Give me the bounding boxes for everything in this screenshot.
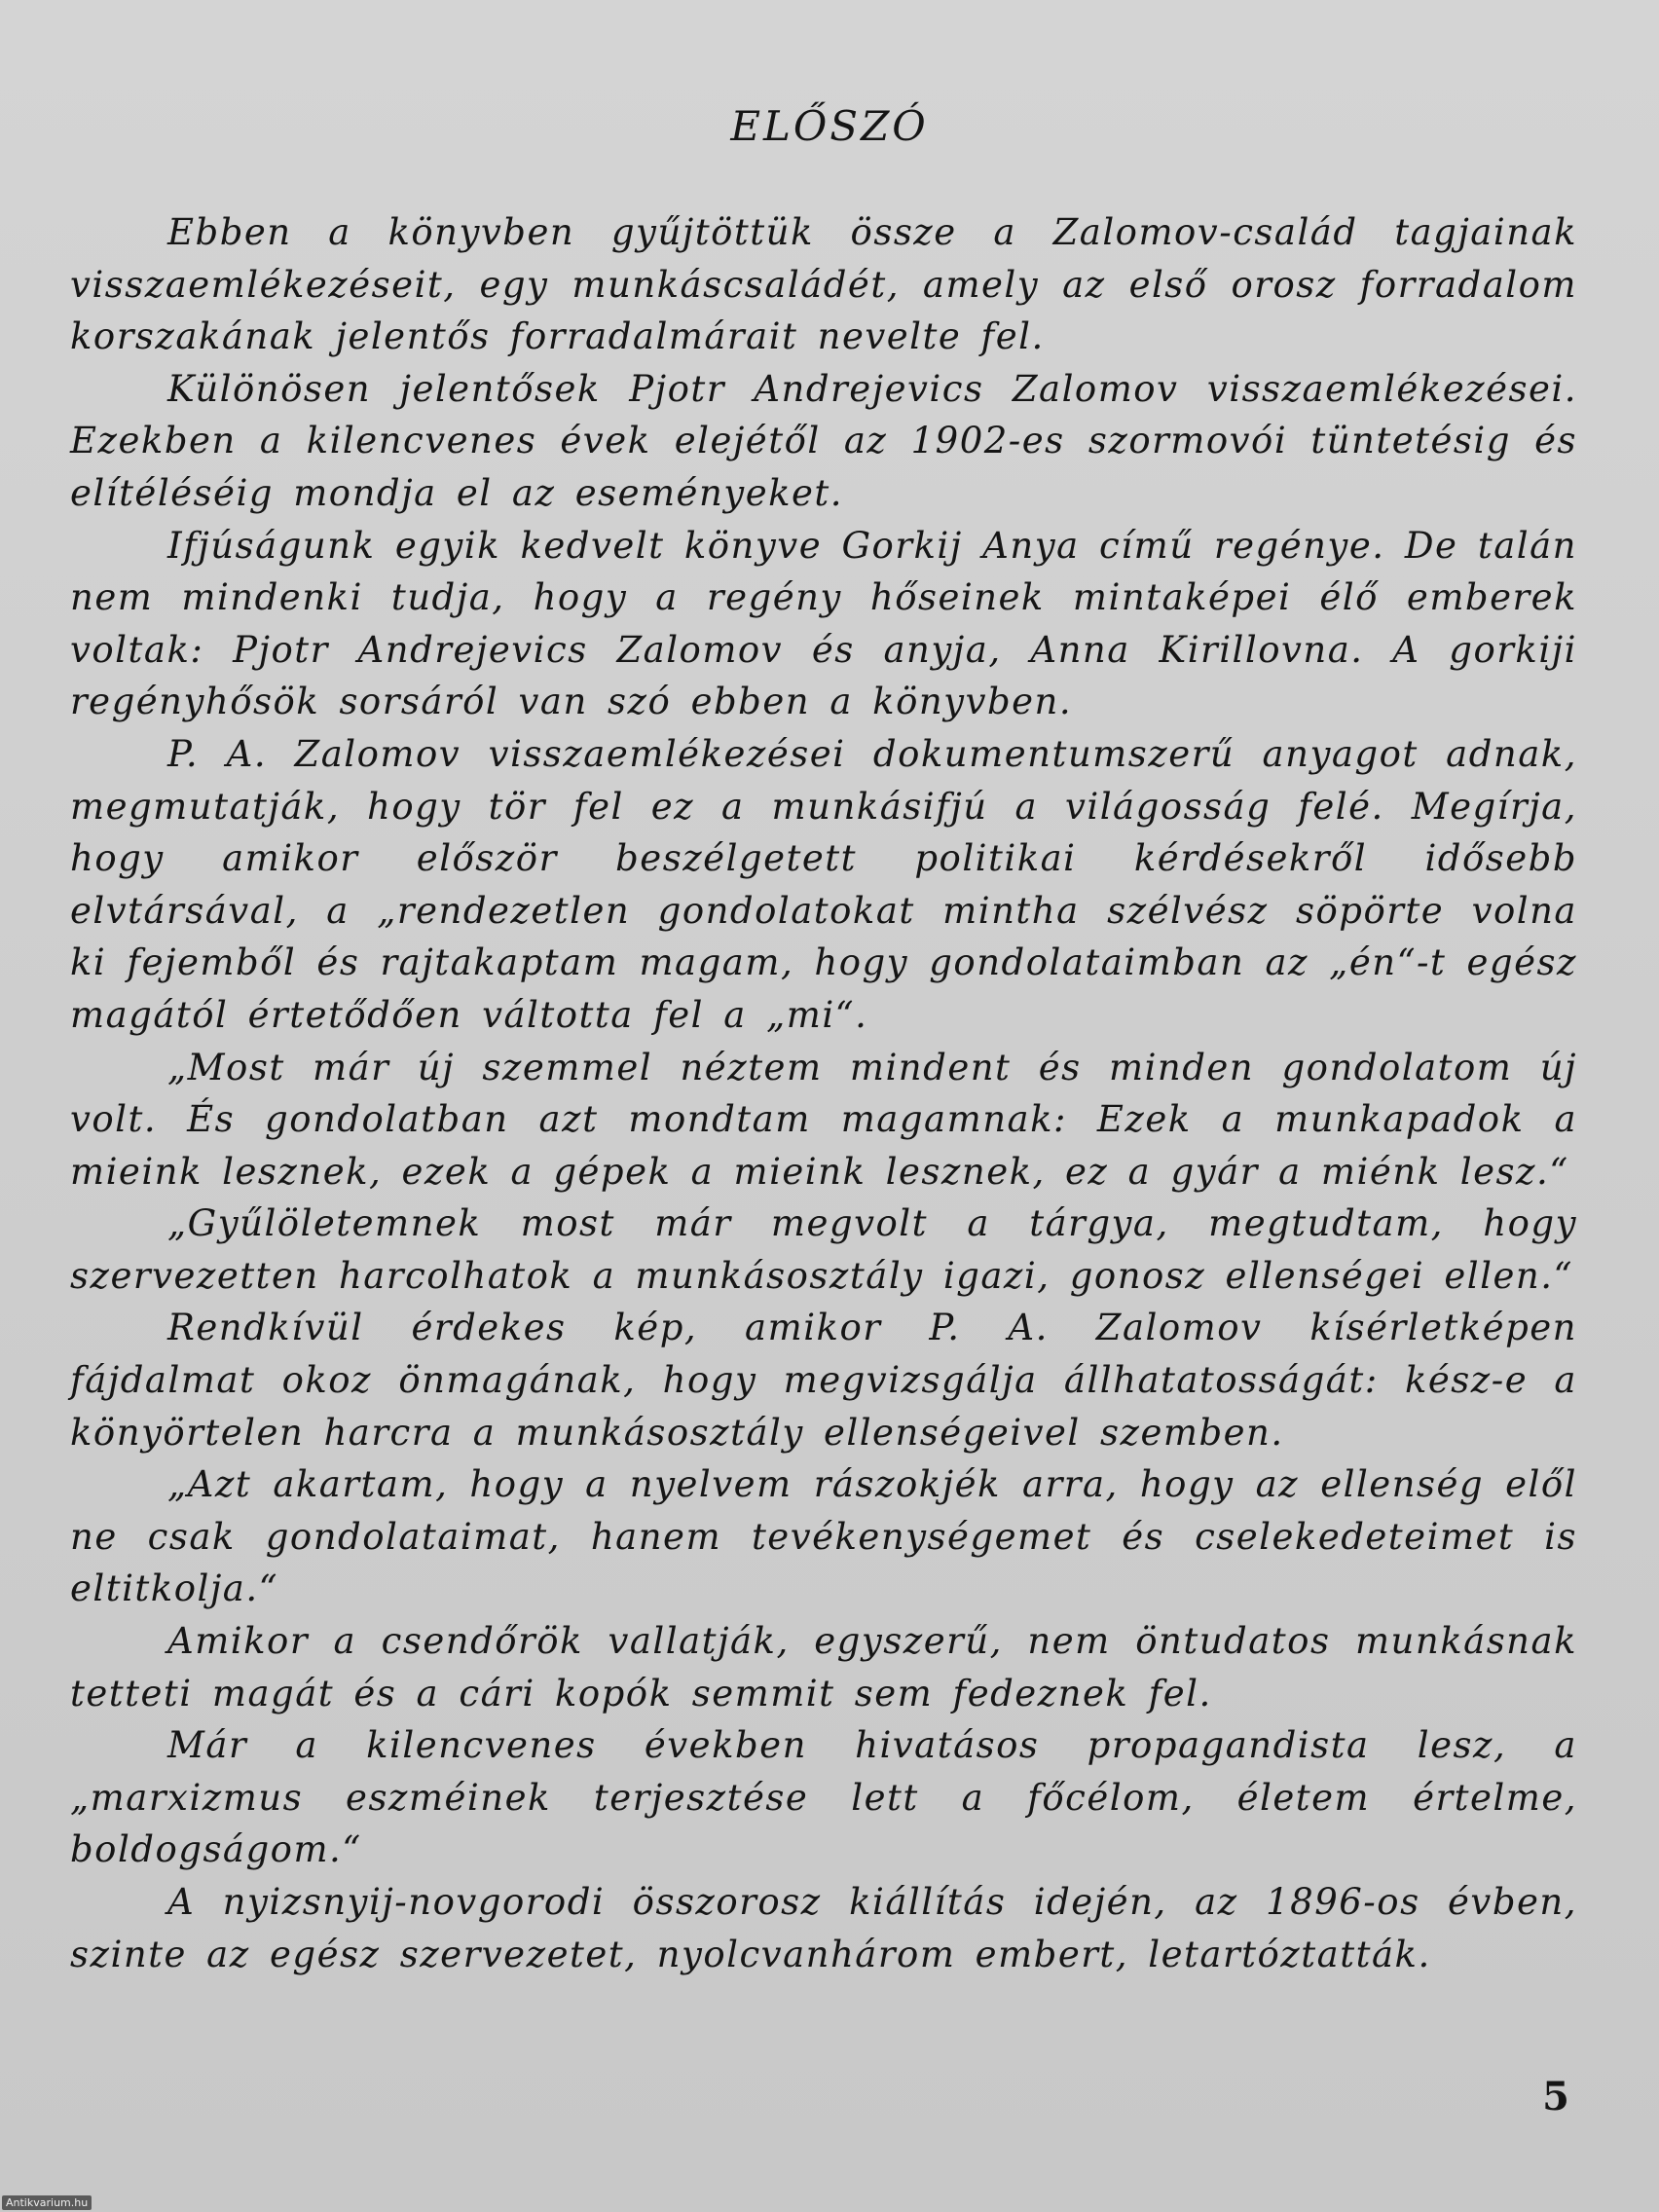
page-number: 5 bbox=[1542, 2074, 1569, 2120]
paragraph: Különösen jelentősek Pjotr Andrejevics Zalomov visszaemlékezései. Ezekben a kilencvenes évek elejétől az 1902-es szormovói tüntetésig és elítéléséig mondja el az eseményeket. bbox=[70, 367, 1577, 514]
watermark-label: Antikvarium.hu bbox=[2, 2195, 92, 2210]
page-title: ELŐSZÓ bbox=[730, 102, 929, 150]
paragraph: P. A. Zalomov visszaemlékezései dokumentumszerű anyagot adnak, megmutatják, hogy tör fel ez a munkásifjú a világosság felé. Megírja, hogy amikor először beszélgetett politikai kérdésekről idősebb elvtársával, a „rendezetlen gondolatokat mintha szélvész söpörte volna ki fejemből és rajtakaptam magam, hogy gondolataimban az „én“-t egész magától értetődően váltotta fel a „mi“. bbox=[70, 732, 1577, 1036]
preface-body bbox=[70, 206, 1577, 1980]
paragraph: A nyizsnyij-novgorodi összorosz kiállítás idején, az 1896-os évben, szinte az egész szervezetet, nyolcvanhárom embert, letartóztatták. bbox=[70, 1881, 1577, 1975]
paragraph: „Azt akartam, hogy a nyelvem rászokjék arra, hogy az ellenség elől ne csak gondolataimat, hanem tevékenységemet és cselekedeteimet is eltitkolja.“ bbox=[70, 1463, 1577, 1610]
paragraph: Amikor a csendőrök vallatják, egyszerű, nem öntudatos munkásnak tetteti magát és a cári kopók semmit sem fedeznek fel. bbox=[70, 1620, 1577, 1714]
paragraph: Ebben a könyvben gyűjtöttük össze a Zalomov-család tagjainak visszaemlékezéseit, egy munkáscsaládét, amely az első orosz forradalom korszakának jelentős forradalmárait nevelte fel. bbox=[70, 211, 1577, 358]
paragraph: Ifjúságunk egyik kedvelt könyve Gorkij Anya című regénye. De talán nem mindenki tudja, hogy a regény hőseinek mintaképei élő emberek voltak: Pjotr Andrejevics Zalomov és anyja, Anna Kirillovna. A gorkiji regényhősök sorsáról van szó ebben a könyvben. bbox=[70, 524, 1577, 723]
paragraph: „Most már új szemmel néztem mindent és minden gondolatom új volt. És gondolatban azt mondtam magamnak: Ezek a munkapadok a mieink lesznek, ezek a gépek a mieink lesznek, ez a gyár a miénk lesz.“ bbox=[70, 1046, 1577, 1193]
paragraph: „Gyűlöletemnek most már megvolt a tárgya, megtudtam, hogy szervezetten harcolhatok a munkásosztály igazi, gonosz ellenségei ellen.“ bbox=[70, 1202, 1577, 1297]
paragraph: Rendkívül érdekes kép, amikor P. A. Zalomov kísérletképen fájdalmat okoz önmagának, hogy megvizsgálja állhatatosságát: kész-e a könyörtelen harcra a munkásosztály ellenségeivel szemben. bbox=[70, 1307, 1577, 1454]
paragraph: Már a kilencvenes években hivatásos propagandista lesz, a „marxizmus eszméinek terjesztése lett a főcélom, életem értelme, boldogságom.“ bbox=[70, 1724, 1577, 1871]
